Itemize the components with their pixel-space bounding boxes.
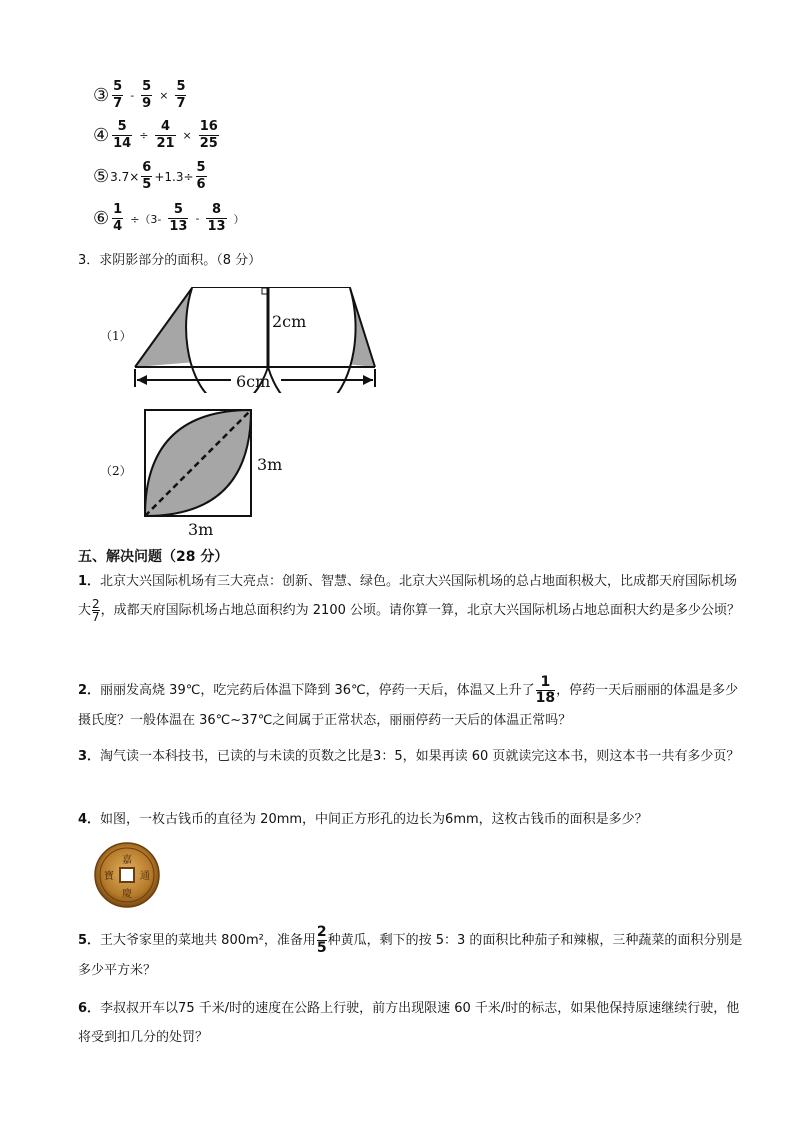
expression-5: [93, 161, 209, 192]
fraction: $\frac{16}{25}$: [199, 119, 218, 151]
fraction: $\frac{5}{7}$: [176, 79, 186, 111]
question-1: 1．北京大兴国际机场有三大亮点：创新、智慧、绿色。北京大兴国际机场的总占地面积极大，比成都天府国际机场大 $\frac{2}{7}$ ，成都天府国际机场占地总面积约为 2100 公顷。请你算一算，北京大兴国际机场占地总面积大约是多少公顷？: [78, 574, 741, 624]
operator: ÷: [139, 129, 149, 142]
semicircle-arcs: [186, 288, 356, 393]
question-5: 5．王大爷家里的菜地共 800m²，准备用 $\frac{2}{5}$ 种黄瓜，剩下的按 5：3 的面积比种茄子和辣椒，三种蔬菜的面积分别是多少平方米？: [78, 924, 743, 978]
fraction: $\frac{5}{6}$: [196, 160, 206, 192]
figure-2-bottom-label: 3m: [188, 520, 214, 539]
figure-1-height-label: 2cm: [272, 312, 307, 331]
fraction: $\frac{5}{13}$: [169, 202, 188, 234]
fraction: $\frac{5}{7}$: [113, 79, 123, 111]
fraction: $\frac{5}{9}$: [142, 79, 152, 111]
question-6: 6．李叔叔开车以75 千米/时的速度在公路上行驶，前方出现限速 60 千米/时的标志，如果他保持原速继续行驶，他将受到扣几分的处罚？: [78, 1001, 740, 1045]
expression-text: 3.7×: [110, 169, 140, 184]
coin-char-top: 嘉: [122, 855, 132, 866]
figure-2-square: [140, 405, 258, 523]
coin-char-right: 通: [140, 871, 150, 882]
fraction: $\frac{4}{21}$: [156, 119, 175, 151]
fraction: $\frac{5}{14}$: [113, 119, 132, 151]
expression-number: ⑥: [93, 208, 110, 229]
expression-4: [93, 120, 221, 151]
question-4: 4．如图，一枚古钱币的直径为 20mm，中间正方形孔的边长为6mm，这枚古钱币的面积是多少？: [78, 812, 648, 827]
figure-2-label: （2）: [100, 464, 132, 478]
operator: -: [195, 212, 200, 225]
question-3: 3．淘气读一本科技书，已读的与未读的页数之比是3：5，如果再读 60 页就读完这本书，则这本书一共有多少页？: [78, 749, 740, 764]
operator: ）: [233, 212, 245, 226]
operator: ×: [159, 89, 169, 102]
section-3-title: 3．求阴影部分的面积。（8 分）: [78, 253, 262, 268]
operator: ÷（3-: [130, 212, 162, 226]
expression-6: [93, 203, 250, 234]
operator: ×: [182, 129, 192, 142]
fraction: $\frac{6}{5}$: [142, 160, 152, 192]
section-5-heading: 五、解决问题（28 分）: [78, 549, 229, 565]
expression-3: [93, 80, 188, 111]
figure-1-label: （1）: [100, 329, 132, 343]
expression-number: ⑤: [93, 166, 110, 187]
figure-1-width-label: 6cm: [236, 372, 271, 391]
coin-char-bottom: 慶: [122, 889, 132, 900]
figure-2-right-label: 3m: [257, 455, 283, 474]
operator: -: [130, 89, 135, 102]
expression-number: ③: [93, 85, 110, 106]
fraction: $\frac{1}{4}$: [113, 202, 123, 234]
question-2: 2．丽丽发高烧 39℃，吃完药后体温下降到 36℃，停药一天后，体温又上升了 $\frac{1}{18}$ ，停药一天后丽丽的体温是多少摄氏度？一般体温在 36℃~37℃之间属于正常状态，丽丽停药一天后的体温正常吗？: [78, 674, 739, 728]
ancient-coin-image: [93, 841, 161, 909]
fraction: $\frac{8}{13}$: [207, 202, 226, 234]
expression-text: +1.3÷: [154, 169, 194, 184]
q5-fraction: $\frac{2}{5}$: [316, 924, 327, 956]
expression-number: ④: [93, 125, 110, 146]
q2-fraction: $\frac{1}{18}$: [535, 674, 556, 706]
q1-fraction: $\frac{2}{7}$: [92, 597, 100, 624]
coin-char-left: 寶: [104, 871, 114, 882]
